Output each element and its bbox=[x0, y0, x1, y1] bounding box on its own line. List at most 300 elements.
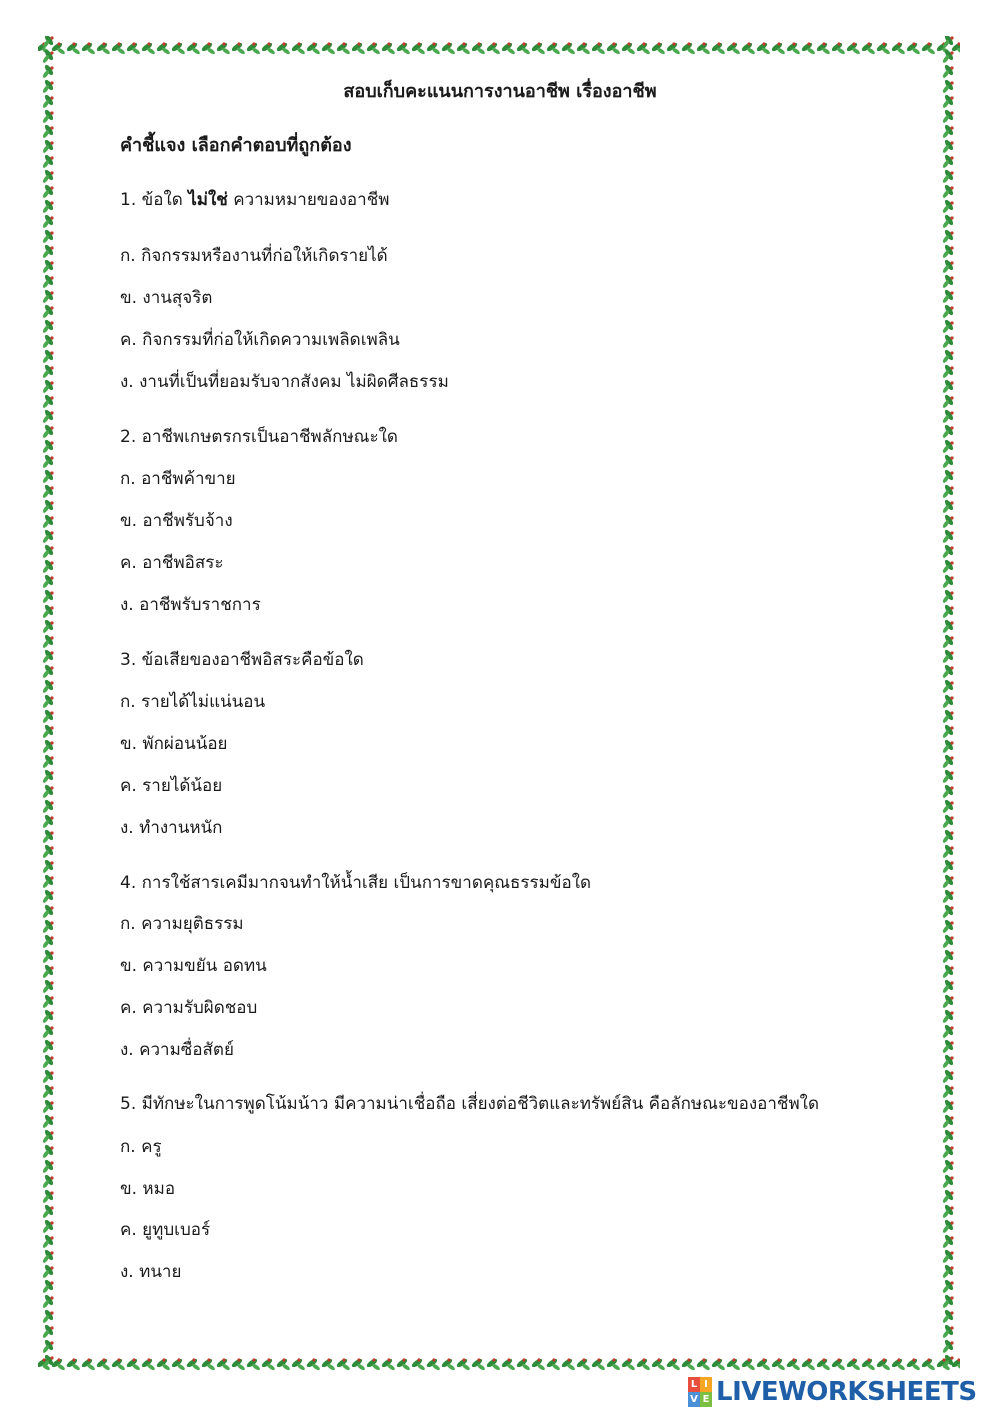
question-2: 2. อาชีพเกษตรกรเป็นอาชีพลักษณะใด bbox=[120, 427, 398, 447]
holly-leaf-icon bbox=[771, 41, 786, 55]
holly-leaf-icon bbox=[42, 1144, 55, 1159]
holly-leaf-icon bbox=[42, 934, 55, 949]
holly-leaf-icon bbox=[351, 1357, 366, 1371]
holly-leaf-icon bbox=[42, 469, 55, 484]
holly-leaf-icon bbox=[942, 289, 955, 304]
holly-leaf-icon bbox=[381, 41, 396, 55]
holly-leaf-icon bbox=[891, 1357, 906, 1371]
holly-leaf-icon bbox=[42, 109, 55, 124]
logo-letter-l: L bbox=[688, 1377, 700, 1392]
holly-leaf-icon bbox=[942, 184, 955, 199]
holly-leaf-icon bbox=[942, 304, 955, 319]
question-2-option-d[interactable]: ง. อาชีพรับราชการ bbox=[120, 595, 261, 615]
question-3-option-b[interactable]: ข. พักผ่อนน้อย bbox=[120, 734, 228, 754]
holly-leaf-icon bbox=[42, 574, 55, 589]
holly-leaf-icon bbox=[942, 484, 955, 499]
holly-leaf-icon bbox=[366, 1357, 381, 1371]
holly-leaf-icon bbox=[291, 1357, 306, 1371]
holly-leaf-icon bbox=[561, 1357, 576, 1371]
holly-leaf-icon bbox=[42, 1309, 55, 1324]
holly-leaf-icon bbox=[42, 1354, 55, 1369]
holly-leaf-icon bbox=[42, 739, 55, 754]
question-5-option-c[interactable]: ค. ยูทูบเบอร์ bbox=[120, 1220, 211, 1240]
holly-leaf-icon bbox=[42, 199, 55, 214]
holly-leaf-icon bbox=[942, 424, 955, 439]
logo-letter-i: I bbox=[700, 1377, 712, 1392]
holly-leaf-icon bbox=[42, 334, 55, 349]
logo-letter-v: V bbox=[688, 1392, 700, 1407]
holly-leaf-icon bbox=[42, 1279, 55, 1294]
holly-leaf-icon bbox=[42, 1114, 55, 1129]
holly-leaf-icon bbox=[216, 41, 231, 55]
question-5-option-d[interactable]: ง. ทนาย bbox=[120, 1262, 182, 1282]
question-1-emphasis: ไม่ใช่ bbox=[188, 190, 228, 210]
holly-leaf-icon bbox=[942, 1114, 955, 1129]
question-4-option-c[interactable]: ค. ความรับผิดชอบ bbox=[120, 998, 258, 1018]
holly-leaf-icon bbox=[942, 94, 955, 109]
holly-leaf-icon bbox=[942, 844, 955, 859]
holly-leaf-icon bbox=[42, 229, 55, 244]
holly-leaf-icon bbox=[942, 439, 955, 454]
holly-leaf-icon bbox=[846, 41, 861, 55]
holly-leaf-icon bbox=[942, 934, 955, 949]
holly-leaf-icon bbox=[42, 1264, 55, 1279]
holly-leaf-icon bbox=[942, 109, 955, 124]
holly-leaf-icon bbox=[876, 1357, 891, 1371]
logo-letter-e: E bbox=[700, 1392, 712, 1407]
holly-leaf-icon bbox=[942, 874, 955, 889]
holly-leaf-icon bbox=[351, 41, 366, 55]
question-1-suffix: ความหมายของอาชีพ bbox=[227, 190, 390, 210]
holly-leaf-icon bbox=[42, 784, 55, 799]
holly-leaf-icon bbox=[126, 41, 141, 55]
holly-leaf-icon bbox=[501, 1357, 516, 1371]
worksheet-title: สอบเก็บคะแนนการงานอาชีพ เรื่องอาชีพ bbox=[343, 81, 657, 102]
holly-leaf-icon bbox=[942, 1189, 955, 1204]
holly-leaf-icon bbox=[942, 1084, 955, 1099]
holly-leaf-icon bbox=[921, 41, 936, 55]
holly-leaf-icon bbox=[156, 41, 171, 55]
holly-leaf-icon bbox=[942, 379, 955, 394]
holly-leaf-icon bbox=[651, 41, 666, 55]
holly-leaf-icon bbox=[42, 259, 55, 274]
holly-leaf-icon bbox=[942, 1249, 955, 1264]
question-3-option-d[interactable]: ง. ทำงานหนัก bbox=[120, 818, 223, 838]
holly-leaf-icon bbox=[606, 1357, 621, 1371]
holly-leaf-icon bbox=[426, 1357, 441, 1371]
holly-leaf-icon bbox=[942, 454, 955, 469]
holly-leaf-icon bbox=[42, 379, 55, 394]
holly-leaf-icon bbox=[531, 1357, 546, 1371]
holly-leaf-icon bbox=[231, 1357, 246, 1371]
holly-leaf-icon bbox=[942, 349, 955, 364]
holly-leaf-icon bbox=[942, 649, 955, 664]
holly-leaf-icon bbox=[576, 1357, 591, 1371]
holly-leaf-icon bbox=[42, 754, 55, 769]
holly-leaf-icon bbox=[942, 244, 955, 259]
holly-leaf-icon bbox=[942, 784, 955, 799]
holly-leaf-icon bbox=[942, 709, 955, 724]
holly-leaf-icon bbox=[942, 769, 955, 784]
question-5-option-b[interactable]: ข. หมอ bbox=[120, 1179, 176, 1199]
holly-leaf-icon bbox=[942, 1129, 955, 1144]
holly-leaf-icon bbox=[942, 1054, 955, 1069]
holly-leaf-icon bbox=[42, 79, 55, 94]
holly-leaf-icon bbox=[942, 229, 955, 244]
holly-leaf-icon bbox=[42, 244, 55, 259]
holly-leaf-icon bbox=[42, 484, 55, 499]
holly-leaf-icon bbox=[42, 814, 55, 829]
holly-leaf-icon bbox=[42, 1249, 55, 1264]
holly-leaf-icon bbox=[942, 559, 955, 574]
holly-leaf-icon bbox=[726, 41, 741, 55]
holly-leaf-icon bbox=[42, 1189, 55, 1204]
holly-leaf-icon bbox=[942, 319, 955, 334]
holly-leaf-icon bbox=[42, 364, 55, 379]
holly-leaf-icon bbox=[42, 979, 55, 994]
holly-leaf-icon bbox=[942, 259, 955, 274]
question-5: 5. มีทักษะในการพูดโน้มน้าว มีความน่าเชื่อถือ เสี่ยงต่อชีวิตและทรัพย์สิน คือลักษณะของอาชีพใด bbox=[120, 1094, 819, 1114]
holly-leaf-icon bbox=[42, 964, 55, 979]
holly-leaf-icon bbox=[486, 1357, 501, 1371]
holly-leaf-icon bbox=[42, 799, 55, 814]
holly-leaf-icon bbox=[171, 1357, 186, 1371]
holly-leaf-icon bbox=[42, 169, 55, 184]
holly-leaf-icon bbox=[942, 574, 955, 589]
holly-leaf-icon bbox=[42, 619, 55, 634]
holly-leaf-icon bbox=[42, 679, 55, 694]
holly-leaf-icon bbox=[942, 1234, 955, 1249]
holly-leaf-icon bbox=[42, 139, 55, 154]
holly-leaf-icon bbox=[942, 904, 955, 919]
holly-leaf-icon bbox=[942, 604, 955, 619]
holly-leaf-icon bbox=[921, 1357, 936, 1371]
holly-leaf-icon bbox=[942, 364, 955, 379]
holly-leaf-icon bbox=[942, 694, 955, 709]
holly-leaf-icon bbox=[66, 41, 81, 55]
holly-leaf-icon bbox=[942, 1324, 955, 1339]
holly-border-top bbox=[38, 36, 960, 58]
holly-leaf-icon bbox=[42, 1009, 55, 1024]
holly-leaf-icon bbox=[876, 41, 891, 55]
holly-leaf-icon bbox=[942, 36, 955, 49]
holly-leaf-icon bbox=[42, 994, 55, 1009]
holly-leaf-icon bbox=[771, 1357, 786, 1371]
question-2-option-c[interactable]: ค. อาชีพอิสระ bbox=[120, 553, 224, 573]
holly-leaf-icon bbox=[942, 1099, 955, 1114]
holly-leaf-icon bbox=[696, 41, 711, 55]
holly-leaf-icon bbox=[942, 889, 955, 904]
holly-leaf-icon bbox=[141, 41, 156, 55]
holly-leaf-icon bbox=[441, 41, 456, 55]
holly-leaf-icon bbox=[942, 199, 955, 214]
holly-leaf-icon bbox=[942, 634, 955, 649]
holly-leaf-icon bbox=[471, 41, 486, 55]
holly-leaf-icon bbox=[942, 1174, 955, 1189]
holly-leaf-icon bbox=[942, 1069, 955, 1084]
holly-leaf-icon bbox=[261, 41, 276, 55]
question-4-option-b[interactable]: ข. ความขยัน อดทน bbox=[120, 956, 267, 976]
holly-leaf-icon bbox=[681, 41, 696, 55]
holly-leaf-icon bbox=[42, 94, 55, 109]
holly-leaf-icon bbox=[42, 1069, 55, 1084]
holly-leaf-icon bbox=[942, 1279, 955, 1294]
holly-leaf-icon bbox=[201, 41, 216, 55]
question-2-option-a[interactable]: ก. อาชีพค้าขาย bbox=[120, 469, 236, 489]
question-3: 3. ข้อเสียของอาชีพอิสระคือข้อใด bbox=[120, 650, 364, 670]
question-1 bbox=[120, 186, 389, 213]
question-1-option-b[interactable]: ข. งานสุจริต bbox=[120, 288, 213, 308]
holly-leaf-icon bbox=[42, 514, 55, 529]
holly-leaf-icon bbox=[42, 1099, 55, 1114]
holly-leaf-icon bbox=[942, 1219, 955, 1234]
holly-leaf-icon bbox=[42, 874, 55, 889]
holly-leaf-icon bbox=[786, 1357, 801, 1371]
holly-leaf-icon bbox=[246, 1357, 261, 1371]
holly-leaf-icon bbox=[516, 41, 531, 55]
holly-leaf-icon bbox=[66, 1357, 81, 1371]
holly-leaf-icon bbox=[42, 604, 55, 619]
holly-leaf-icon bbox=[42, 1219, 55, 1234]
holly-leaf-icon bbox=[942, 1339, 955, 1354]
holly-leaf-icon bbox=[411, 41, 426, 55]
question-3-option-c[interactable]: ค. รายได้น้อย bbox=[120, 776, 223, 796]
holly-leaf-icon bbox=[42, 544, 55, 559]
holly-leaf-icon bbox=[321, 41, 336, 55]
holly-leaf-icon bbox=[42, 184, 55, 199]
holly-leaf-icon bbox=[942, 214, 955, 229]
question-4-option-d[interactable]: ง. ความซื่อสัตย์ bbox=[120, 1040, 234, 1060]
holly-leaf-icon bbox=[276, 41, 291, 55]
holly-leaf-icon bbox=[42, 394, 55, 409]
question-1-option-c[interactable]: ค. กิจกรรมที่ก่อให้เกิดความเพลิดเพลิน bbox=[120, 330, 400, 350]
holly-leaf-icon bbox=[42, 1039, 55, 1054]
holly-leaf-icon bbox=[942, 589, 955, 604]
holly-leaf-icon bbox=[156, 1357, 171, 1371]
holly-leaf-icon bbox=[42, 1204, 55, 1219]
holly-leaf-icon bbox=[942, 154, 955, 169]
holly-leaf-icon bbox=[42, 1129, 55, 1144]
holly-leaf-icon bbox=[306, 1357, 321, 1371]
liveworksheets-logo-icon bbox=[688, 1377, 712, 1407]
holly-leaf-icon bbox=[42, 559, 55, 574]
question-4-option-a[interactable]: ก. ความยุติธรรม bbox=[120, 914, 244, 934]
holly-leaf-icon bbox=[711, 1357, 726, 1371]
holly-leaf-icon bbox=[42, 919, 55, 934]
holly-border-bottom bbox=[38, 1352, 960, 1374]
holly-leaf-icon bbox=[42, 304, 55, 319]
holly-leaf-icon bbox=[276, 1357, 291, 1371]
holly-leaf-icon bbox=[42, 724, 55, 739]
holly-leaf-icon bbox=[42, 64, 55, 79]
holly-leaf-icon bbox=[756, 41, 771, 55]
holly-leaf-icon bbox=[261, 1357, 276, 1371]
holly-leaf-icon bbox=[381, 1357, 396, 1371]
holly-leaf-icon bbox=[42, 124, 55, 139]
holly-leaf-icon bbox=[831, 41, 846, 55]
holly-leaf-icon bbox=[81, 1357, 96, 1371]
holly-leaf-icon bbox=[942, 1009, 955, 1024]
holly-leaf-icon bbox=[942, 274, 955, 289]
holly-leaf-icon bbox=[942, 949, 955, 964]
holly-leaf-icon bbox=[111, 1357, 126, 1371]
holly-leaf-icon bbox=[942, 1039, 955, 1054]
holly-leaf-icon bbox=[906, 41, 921, 55]
holly-leaf-icon bbox=[942, 619, 955, 634]
holly-leaf-icon bbox=[42, 349, 55, 364]
holly-leaf-icon bbox=[186, 41, 201, 55]
holly-leaf-icon bbox=[216, 1357, 231, 1371]
question-4: 4. การใช้สารเคมีมากจนทำให้น้ำเสีย เป็นการขาดคุณธรรมข้อใด bbox=[120, 873, 592, 893]
holly-leaf-icon bbox=[942, 1354, 955, 1369]
holly-leaf-icon bbox=[666, 41, 681, 55]
question-1-option-d[interactable]: ง. งานที่เป็นที่ยอมรับจากสังคม ไม่ผิดศีลธรรม bbox=[120, 372, 449, 392]
instructions: คำชี้แจง เลือกคำตอบที่ถูกต้อง bbox=[120, 135, 352, 156]
holly-leaf-icon bbox=[42, 214, 55, 229]
question-1-option-a[interactable]: ก. กิจกรรมหรืองานที่ก่อให้เกิดรายได้ bbox=[120, 246, 388, 266]
holly-leaf-icon bbox=[336, 41, 351, 55]
holly-leaf-icon bbox=[42, 529, 55, 544]
holly-border-right bbox=[938, 36, 960, 1374]
holly-leaf-icon bbox=[942, 679, 955, 694]
holly-leaf-icon bbox=[942, 1294, 955, 1309]
holly-leaf-icon bbox=[42, 319, 55, 334]
holly-leaf-icon bbox=[306, 41, 321, 55]
holly-leaf-icon bbox=[591, 1357, 606, 1371]
holly-leaf-icon bbox=[942, 514, 955, 529]
holly-leaf-icon bbox=[942, 169, 955, 184]
holly-leaf-icon bbox=[42, 1054, 55, 1069]
holly-leaf-icon bbox=[531, 41, 546, 55]
holly-leaf-icon bbox=[942, 1159, 955, 1174]
holly-leaf-icon bbox=[42, 649, 55, 664]
holly-leaf-icon bbox=[96, 1357, 111, 1371]
holly-leaf-icon bbox=[42, 274, 55, 289]
holly-leaf-icon bbox=[816, 1357, 831, 1371]
holly-leaf-icon bbox=[441, 1357, 456, 1371]
holly-leaf-icon bbox=[546, 41, 561, 55]
holly-leaf-icon bbox=[942, 739, 955, 754]
holly-leaf-icon bbox=[42, 589, 55, 604]
holly-leaf-icon bbox=[942, 1264, 955, 1279]
holly-leaf-icon bbox=[942, 799, 955, 814]
holly-leaf-icon bbox=[636, 41, 651, 55]
holly-leaf-icon bbox=[501, 41, 516, 55]
holly-leaf-icon bbox=[396, 41, 411, 55]
holly-leaf-icon bbox=[81, 41, 96, 55]
holly-leaf-icon bbox=[546, 1357, 561, 1371]
holly-leaf-icon bbox=[171, 41, 186, 55]
holly-leaf-icon bbox=[42, 769, 55, 784]
holly-leaf-icon bbox=[606, 41, 621, 55]
holly-leaf-icon bbox=[516, 1357, 531, 1371]
holly-leaf-icon bbox=[801, 41, 816, 55]
holly-leaf-icon bbox=[636, 1357, 651, 1371]
holly-leaf-icon bbox=[942, 529, 955, 544]
holly-leaf-icon bbox=[942, 979, 955, 994]
holly-leaf-icon bbox=[42, 904, 55, 919]
holly-leaf-icon bbox=[42, 454, 55, 469]
holly-leaf-icon bbox=[426, 41, 441, 55]
holly-leaf-icon bbox=[42, 1294, 55, 1309]
holly-leaf-icon bbox=[741, 1357, 756, 1371]
holly-leaf-icon bbox=[942, 724, 955, 739]
holly-leaf-icon bbox=[696, 1357, 711, 1371]
holly-leaf-icon bbox=[942, 469, 955, 484]
holly-leaf-icon bbox=[621, 41, 636, 55]
holly-leaf-icon bbox=[942, 829, 955, 844]
holly-leaf-icon bbox=[42, 709, 55, 724]
holly-leaf-icon bbox=[942, 124, 955, 139]
holly-leaf-icon bbox=[942, 499, 955, 514]
holly-leaf-icon bbox=[246, 41, 261, 55]
holly-leaf-icon bbox=[942, 79, 955, 94]
holly-leaf-icon bbox=[756, 1357, 771, 1371]
holly-leaf-icon bbox=[42, 889, 55, 904]
holly-leaf-icon bbox=[42, 1324, 55, 1339]
holly-leaf-icon bbox=[942, 409, 955, 424]
holly-leaf-icon bbox=[42, 829, 55, 844]
holly-leaf-icon bbox=[141, 1357, 156, 1371]
holly-leaf-icon bbox=[726, 1357, 741, 1371]
holly-leaf-icon bbox=[942, 814, 955, 829]
holly-leaf-icon bbox=[111, 41, 126, 55]
holly-leaf-icon bbox=[621, 1357, 636, 1371]
holly-leaf-icon bbox=[42, 634, 55, 649]
holly-leaf-icon bbox=[42, 664, 55, 679]
holly-leaf-icon bbox=[942, 754, 955, 769]
holly-leaf-icon bbox=[831, 1357, 846, 1371]
holly-leaf-icon bbox=[816, 41, 831, 55]
holly-leaf-icon bbox=[42, 1339, 55, 1354]
holly-leaf-icon bbox=[861, 1357, 876, 1371]
holly-leaf-icon bbox=[42, 694, 55, 709]
holly-leaf-icon bbox=[942, 64, 955, 79]
holly-leaf-icon bbox=[42, 949, 55, 964]
holly-leaf-icon bbox=[942, 859, 955, 874]
holly-leaf-icon bbox=[42, 36, 55, 49]
holly-leaf-icon bbox=[486, 41, 501, 55]
holly-leaf-icon bbox=[126, 1357, 141, 1371]
holly-leaf-icon bbox=[321, 1357, 336, 1371]
question-3-option-a[interactable]: ก. รายได้ไม่แน่นอน bbox=[120, 692, 266, 712]
holly-leaf-icon bbox=[42, 49, 55, 64]
liveworksheets-brand[interactable] bbox=[688, 1372, 977, 1412]
holly-leaf-icon bbox=[942, 994, 955, 1009]
question-2-option-b[interactable]: ข. อาชีพรับจ้าง bbox=[120, 511, 233, 531]
holly-leaf-icon bbox=[651, 1357, 666, 1371]
holly-leaf-icon bbox=[942, 1144, 955, 1159]
holly-leaf-icon bbox=[456, 41, 471, 55]
holly-leaf-icon bbox=[576, 41, 591, 55]
holly-leaf-icon bbox=[186, 1357, 201, 1371]
holly-leaf-icon bbox=[942, 664, 955, 679]
holly-leaf-icon bbox=[42, 1174, 55, 1189]
holly-leaf-icon bbox=[846, 1357, 861, 1371]
holly-leaf-icon bbox=[942, 139, 955, 154]
holly-leaf-icon bbox=[42, 154, 55, 169]
holly-leaf-icon bbox=[561, 41, 576, 55]
holly-leaf-icon bbox=[681, 1357, 696, 1371]
holly-leaf-icon bbox=[42, 499, 55, 514]
holly-leaf-icon bbox=[96, 41, 111, 55]
holly-leaf-icon bbox=[786, 41, 801, 55]
holly-leaf-icon bbox=[201, 1357, 216, 1371]
holly-leaf-icon bbox=[942, 544, 955, 559]
brand-name: LIVEWORKSHEETS bbox=[716, 1377, 977, 1407]
question-5-option-a[interactable]: ก. ครู bbox=[120, 1137, 162, 1157]
holly-leaf-icon bbox=[42, 1024, 55, 1039]
